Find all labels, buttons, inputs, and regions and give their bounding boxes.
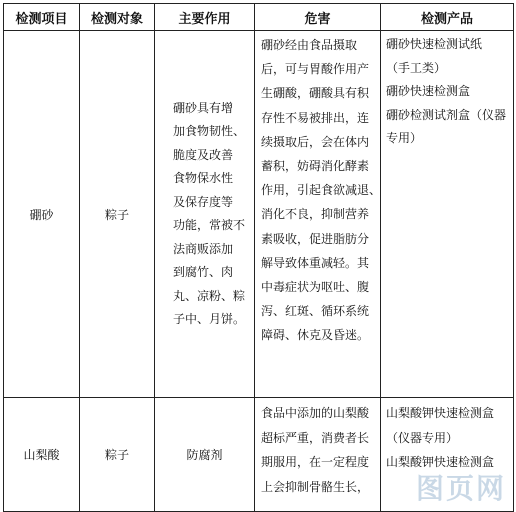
product-line: 硼砂快速检测试纸 [386, 37, 483, 51]
product-line: 硼砂检测试剂盒（仪器 [386, 107, 507, 122]
product-cell [381, 31, 514, 398]
effect-cell [155, 398, 255, 512]
effect-line: 硼砂具有增 [173, 100, 234, 115]
harm-line: 中毒症状为呕吐、腹 [261, 280, 370, 295]
effect-line: 食物保水性 [173, 171, 234, 185]
harm-line: 泻、红斑、循环系统 [261, 304, 370, 319]
item-cell: 硼砂 [4, 31, 80, 398]
header-effect: 主要作用 [155, 4, 255, 31]
watermark: 图页网 [415, 472, 506, 505]
header-harm: 危害 [255, 4, 381, 31]
harm-line: 上会抑制骨骼生长， [261, 479, 370, 494]
header-object: 检测对象 [80, 4, 155, 31]
product-line: 硼砂快速检测盒 [386, 84, 471, 98]
harm-line: 蓄积，妨碍消化酵素 [261, 159, 370, 174]
effect-line: 脆度及改善 [173, 147, 234, 162]
product-cell [381, 398, 514, 512]
effect-cell [155, 31, 255, 398]
product-line: （手工类） [386, 60, 447, 75]
harm-line: 硼砂经由食品摄取 [261, 38, 358, 52]
item-cell: 山梨酸 [4, 398, 80, 512]
harm-line: 障碍、休克及昏迷。 [261, 328, 370, 343]
harm-cell [255, 398, 381, 512]
header-item: 检测项目 [4, 4, 80, 31]
object-cell: 粽子 [80, 398, 155, 512]
header-product: 检测产品 [381, 4, 514, 31]
table-row [4, 31, 514, 398]
harm-cell [255, 31, 381, 398]
product-line: 专用） [386, 131, 423, 145]
effect-line: 丸、凉粉、粽 [173, 288, 246, 303]
harm-line: 消化不良，抑制营养 [261, 207, 370, 222]
harm-line: 后，可与胃酸作用产 [261, 62, 370, 77]
harm-line: 生硼酸，硼酸具有积 [261, 86, 370, 101]
product-line: 山梨酸钾快速检测盒 [386, 406, 495, 420]
harm-line: 食品中添加的山梨酸 [261, 406, 370, 420]
harm-line: 超标严重，消费者长 [261, 430, 370, 445]
effect-line: 到腐竹、肉 [173, 265, 234, 279]
effect-line: 加食物韧性、 [173, 124, 246, 138]
harm-line: 期服用，在一定程度 [261, 455, 370, 469]
harm-line: 素吸收，促进脂肪分 [261, 231, 370, 246]
harm-line: 续摄取后，会在体内 [261, 134, 370, 149]
effect-line: 法商贩添加 [173, 241, 234, 256]
table-row [4, 398, 514, 512]
object-cell: 粽子 [80, 31, 155, 398]
harm-line: 存性不易被排出，连 [261, 110, 370, 125]
detection-table [3, 3, 514, 512]
effect-line: 防腐剂 [186, 448, 223, 462]
effect-line: 功能，常被不 [173, 218, 246, 232]
effect-line: 及保存度等 [173, 194, 234, 209]
product-line: 山梨酸钾快速检测盒 [386, 455, 495, 469]
product-line: （仪器专用） [386, 430, 459, 445]
harm-line: 作用，引起食欲减退、 [261, 183, 382, 198]
header-row [4, 4, 514, 31]
effect-line: 子中、月饼。 [173, 312, 246, 326]
harm-line: 解导致体重减轻。其 [261, 255, 370, 270]
